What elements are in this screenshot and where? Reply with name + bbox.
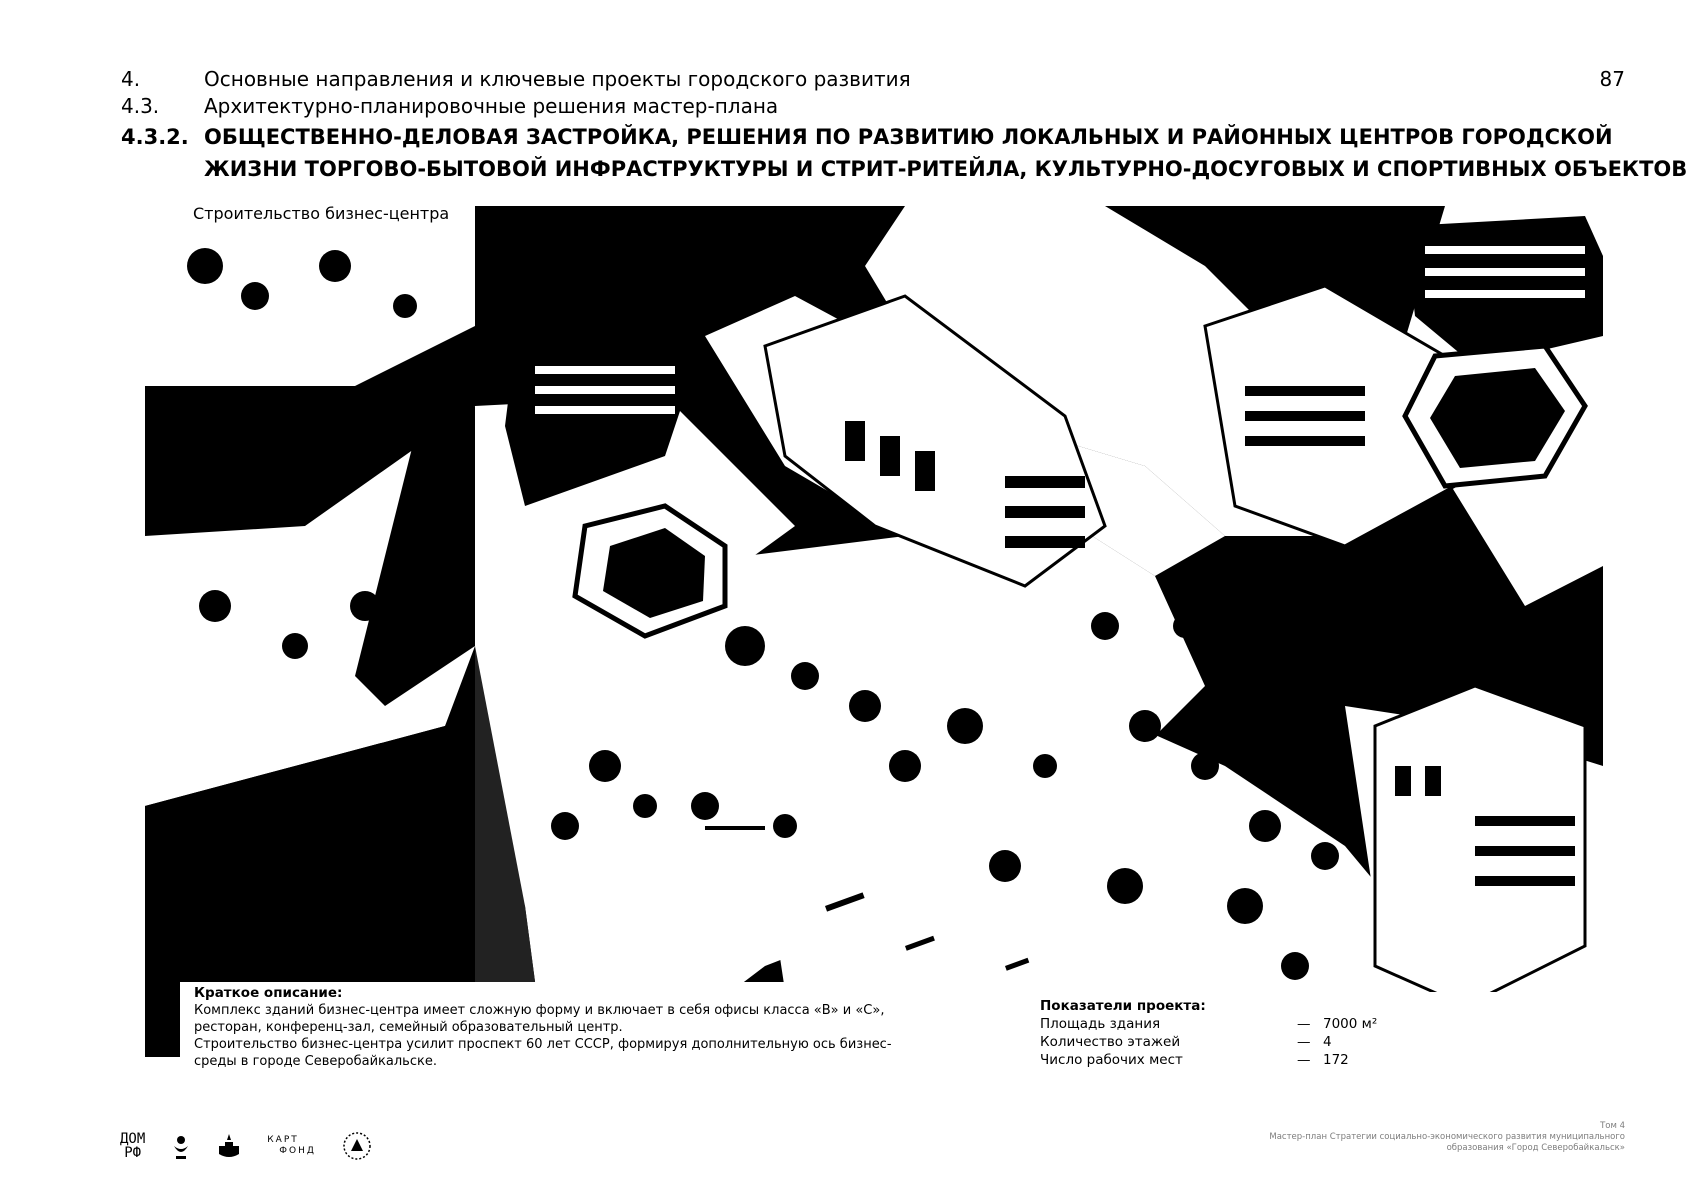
- description-title: Краткое описание:: [194, 985, 343, 1001]
- partner-logos: [120, 1126, 372, 1166]
- city-seal-icon: [342, 1131, 372, 1161]
- indicator-value: 172: [1323, 1052, 1349, 1068]
- indicator-value: 4: [1323, 1034, 1332, 1050]
- section-heading-4-3-2: [121, 125, 1613, 149]
- indicator-row: [1040, 1015, 1590, 1033]
- section-title: Архитектурно-планировочные решения мастер-плана: [204, 94, 779, 118]
- description-text-line: ресторан, конференц-зал, семейный образовательный центр.: [194, 1020, 623, 1035]
- emblem-icon: [171, 1132, 191, 1160]
- dom-rf-logo: ДОМ РФ: [120, 1131, 146, 1161]
- coat-of-arms-icon: [217, 1132, 241, 1160]
- description-text-line: Строительство бизнес-центра усилит проспект 60 лет СССР, формируя дополнительную ось бизнес-: [194, 1037, 892, 1052]
- indicator-label: Количество этажей: [1040, 1034, 1181, 1050]
- section-number: 4.: [121, 67, 141, 91]
- page-number: 87: [1599, 67, 1625, 91]
- indicator-dash: —: [1297, 1016, 1311, 1032]
- indicator-label: Площадь здания: [1040, 1016, 1161, 1032]
- document-footer: [1205, 1121, 1625, 1154]
- section-title-continued: ЖИЗНИ ТОРГОВО-БЫТОВОЙ ИНФРАСТРУКТУРЫ И СТРИТ-РИТЕЙЛА, КУЛЬТУРНО-ДОСУГОВЫХ И СПОРТИВНЫХ ОБЪЕКТОВ: [204, 157, 1688, 181]
- section-title: ОБЩЕСТВЕННО-ДЕЛОВАЯ ЗАСТРОЙКА, РЕШЕНИЯ ПО РАЗВИТИЮ ЛОКАЛЬНЫХ И РАЙОННЫХ ЦЕНТРОВ ГОРОДСКОЙ: [204, 125, 1613, 149]
- aerial-photo: [145, 206, 1603, 1057]
- indicator-dash: —: [1297, 1034, 1311, 1050]
- volume-label: Том 4: [1600, 1121, 1625, 1131]
- description-text-line: Комплекс зданий бизнес-центра имеет сложную форму и включает в себя офисы класса «В» и «С»,: [194, 1003, 885, 1018]
- section-number: 4.3.2.: [121, 125, 189, 149]
- description-panel: [180, 982, 988, 1072]
- indicator-dash: —: [1297, 1052, 1311, 1068]
- indicators-panel: [1030, 992, 1590, 1072]
- section-heading-4-3: [121, 94, 778, 118]
- aerial-photo-image: [145, 206, 1603, 1057]
- indicator-row: [1040, 1033, 1590, 1051]
- section-title: Основные направления и ключевые проекты городского развития: [204, 67, 911, 91]
- section-number: 4.3.: [121, 94, 160, 118]
- description-text-line: среды в городе Северобайкальске.: [194, 1054, 437, 1069]
- indicator-label: Число рабочих мест: [1040, 1052, 1183, 1068]
- document-title-line: Мастер-план Стратегии социально-экономического развития муниципального: [1269, 1132, 1625, 1142]
- indicator-row: [1040, 1051, 1590, 1069]
- indicator-value: 7000 м²: [1323, 1016, 1378, 1032]
- section-heading-4: [121, 67, 911, 91]
- kart-fond-logo: КАРТ ФОНД: [267, 1135, 316, 1156]
- indicators-title: Показатели проекта:: [1040, 998, 1206, 1014]
- document-title-line: образования «Город Северобайкальск»: [1446, 1143, 1625, 1153]
- photo-caption: Строительство бизнес-центра: [183, 200, 459, 228]
